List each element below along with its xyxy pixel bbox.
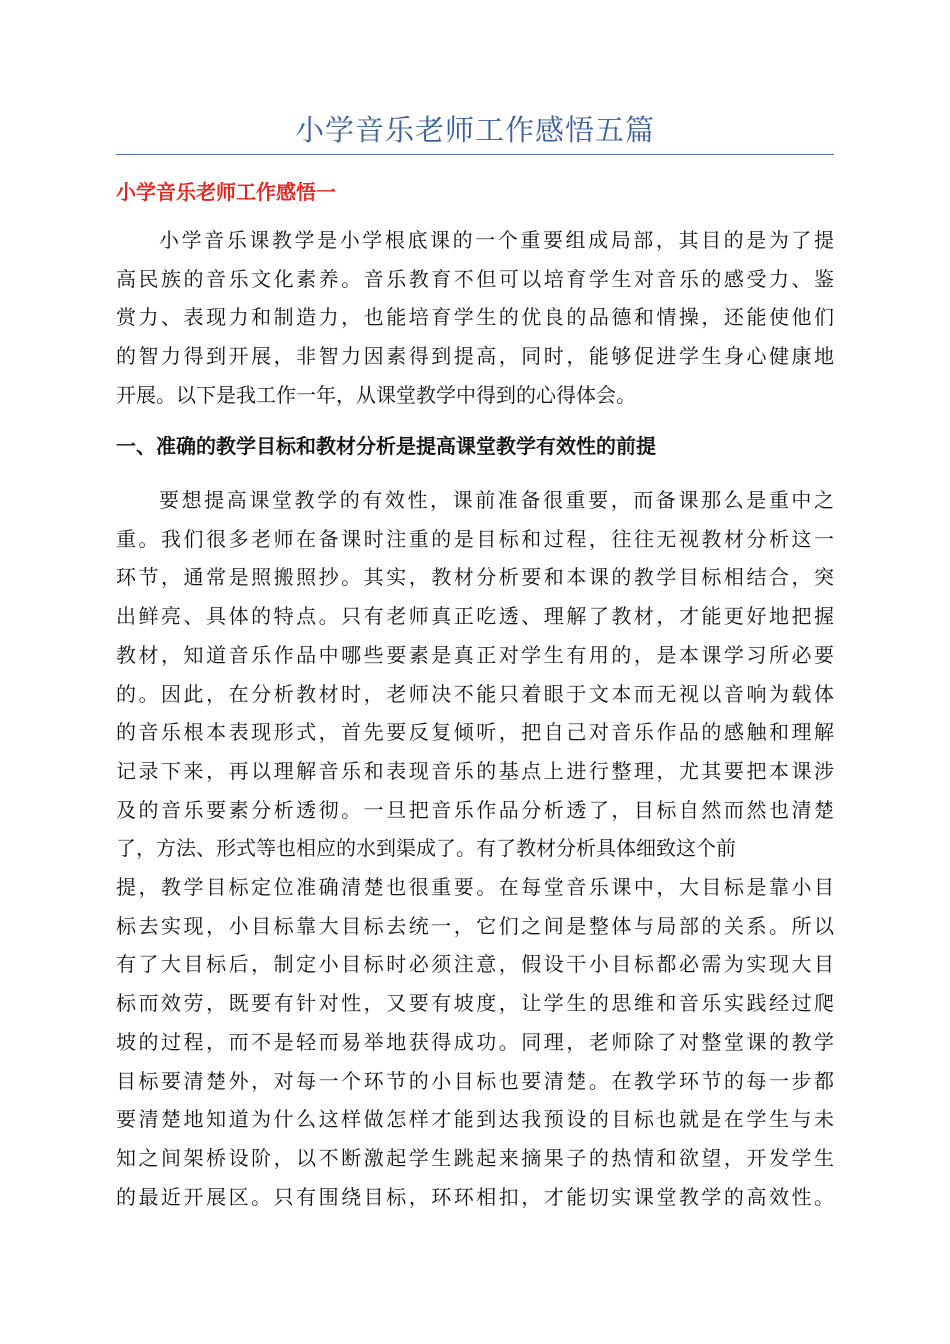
paragraph-line: 的智力得到开展，非智力因素得到提高，同时，能够促进学生身心健康地 bbox=[116, 344, 834, 369]
subheading: 一、准确的教学目标和教材分析是提高课堂教学有效性的前提 bbox=[116, 434, 656, 458]
paragraph-line: 标而效劳，既要有针对性，又要有坡度，让学生的思维和音乐实践经过爬 bbox=[116, 991, 834, 1016]
paragraph-line: 有了大目标后，制定小目标时必须注意，假设干小目标都必需为实现大目 bbox=[116, 952, 834, 977]
document-title: 小学音乐老师工作感悟五篇 bbox=[294, 113, 655, 147]
paragraph-line: 要清楚地知道为什么这样做怎样才能到达我预设的目标也就是在学生与未 bbox=[116, 1107, 834, 1132]
paragraph-line: 重。我们很多老师在备课时注重的是目标和过程，往往无视教材分析这一 bbox=[116, 526, 834, 551]
body-paragraph bbox=[116, 481, 834, 1216]
title-underline bbox=[116, 154, 834, 155]
paragraph-line: 小学音乐课教学是小学根底课的一个重要组成局部，其目的是为了提 bbox=[159, 228, 834, 252]
paragraph-line: 知之间架桥设阶，以不断激起学生跳起来摘果子的热情和欲望，开发学生 bbox=[116, 1145, 834, 1170]
paragraph-line: 环节，通常是照搬照抄。其实，教材分析要和本课的教学目标相结合，突 bbox=[116, 565, 834, 590]
paragraph-line: 赏力、表现力和制造力，也能培育学生的优良的品德和情操，还能使他们 bbox=[116, 305, 834, 330]
paragraph-line: 记录下来，再以理解音乐和表现音乐的基点上进行整理，尤其要把本课涉 bbox=[116, 758, 834, 783]
paragraph-line: 的音乐根本表现形式，首先要反复倾听，把自己对音乐作品的感触和理解 bbox=[116, 720, 834, 745]
paragraph-line: 教材，知道音乐作品中哪些要素是真正对学生有用的，是本课学习所必要 bbox=[116, 642, 834, 667]
paragraph-line: 的最近开展区。只有围绕目标，环环相扣，才能切实课堂教学的高效性。 bbox=[116, 1184, 834, 1209]
paragraph-line: 目标要清楚外，对每一个环节的小目标也要清楚。在教学环节的每一步都 bbox=[116, 1068, 834, 1093]
paragraph-line: 及的音乐要素分析透彻。一旦把音乐作品分析透了，目标自然而然也清楚 bbox=[116, 797, 834, 822]
paragraph-line: 标去实现，小目标靠大目标去统一，它们之间是整体与局部的关系。所以 bbox=[116, 913, 834, 938]
paragraph-line: 出鲜亮、具体的特点。只有老师真正吃透、理解了教材，才能更好地把握 bbox=[116, 604, 834, 629]
paragraph-line: 高民族的音乐文化素养。音乐教育不但可以培育学生对音乐的感受力、鉴 bbox=[116, 266, 834, 291]
paragraph-line: 的。因此，在分析教材时，老师决不能只着眼于文本而无视以音响为载体 bbox=[116, 681, 834, 706]
paragraph-line: 了，方法、形式等也相应的水到渠成了。有了教材分析具体细致这个前 bbox=[116, 836, 736, 861]
paragraph-line: 坡的过程，而不是轻而易举地获得成功。同理，老师除了对整堂课的教学 bbox=[116, 1029, 834, 1054]
section-heading: 小学音乐老师工作感悟一 bbox=[116, 180, 336, 204]
paragraph-line: 开展。以下是我工作一年，从课堂教学中得到的心得体会。 bbox=[116, 382, 636, 407]
paragraph-line: 提，教学目标定位准确清楚也很重要。在每堂音乐课中，大目标是靠小目 bbox=[116, 875, 834, 900]
paragraph-line: 要想提高课堂教学的有效性，课前准备很重要，而备课那么是重中之 bbox=[159, 488, 834, 512]
intro-paragraph bbox=[116, 221, 834, 415]
